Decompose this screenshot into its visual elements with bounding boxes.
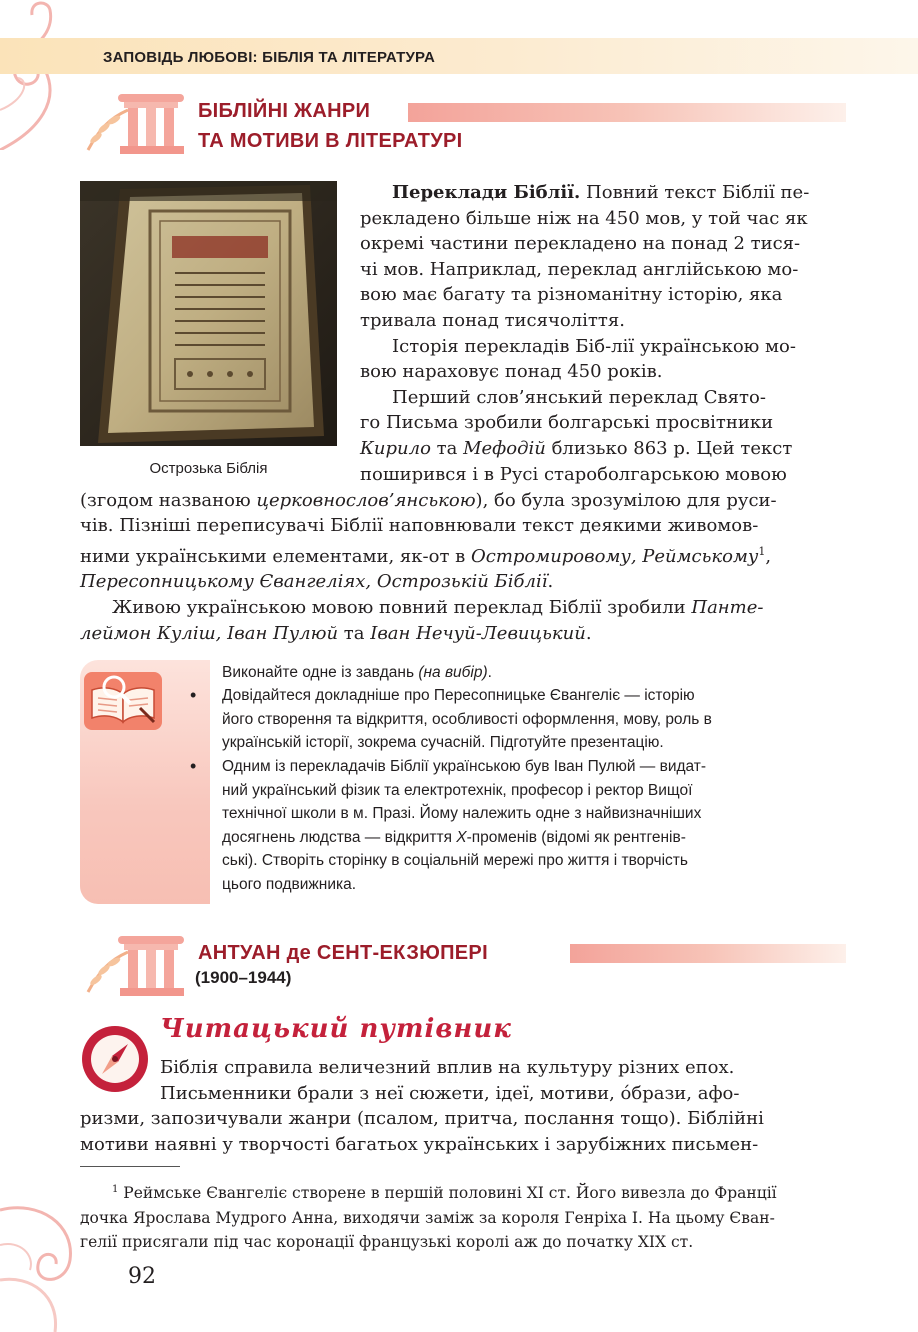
column-laurel-icon [80,88,192,158]
section-title-line1: БІБЛІЙНІ ЖАНРИ [198,100,371,122]
ostroh-bible-photo [80,181,337,446]
task-item-2: Одним із перекладачів Біблії українською був Іван Пулюй — видат- ний український фізик та електротехнік, професор і ректор Вищої технічної школи в м. Празі. Йому належить одне з найвизначніших досягнень людства — відкриття X-променів (відомі як рентгенів- ські). Створіть сторінку в соціальній мережі про життя і творчість цього подвижника. [222,758,707,893]
paragraph-heading: Переклади Біблії. [392,182,581,203]
running-header-title: ЗАПОВІДЬ ЛЮБОВІ: БІБЛІЯ ТА ЛІТЕРАТУРА [103,49,435,66]
guide-lines-short: Біблія справила величезний вплив на культуру різних епох. Письменники брали з неї сюжети, ідеї, мотиви, о́брази, афо- [160,1057,740,1104]
reading-guide-title: Читацький путівник [160,1014,512,1044]
task-item-1: Довідайтеся докладніше про Пересопницьке Євангеліє — історію його створення та відкриття, особливості оформлення, мову, роль в українській історії, зокрема сучасній. Підготуйте презентацію. [222,687,712,751]
ornament-swirl-top [0,0,90,150]
guide-lines-full: ризми, запозичували жанри (псалом, притча, послання тощо). Біблійні мотиви наявні у творчості багатьох українських і зарубіжних письмен- [80,1108,764,1155]
paragraph-translations: Переклади Біблії. Повний текст Біблії пе- рекладено більше ніж на 450 мов, у той час як окремі частини перекладено на понад 2 тися- чі мов. Наприклад, переклад англійською мо- вою має багату та різноманітну історію, яка тривала понад тисячоліття. Історія перекладів Біб-лії українською мо- вою нараховує понад 450 років. Перший слов’янський переклад Свято- го Письма зробили болгарські просвітники Кирило та Мефодій близько 863 р. Цей текст поширився і в Русі староболгарською мовою [360,182,810,485]
column-laurel-icon [80,930,192,1000]
title-decor-bar [570,944,846,963]
title-decor-bar [408,103,846,122]
bullet-marker: • [190,756,197,776]
page-number: 92 [128,1264,156,1289]
photo-caption: Острозька Біблія [149,460,268,477]
compass-icon [80,1024,150,1094]
book-magnifier-icon [84,672,162,730]
footnote-ref: 1 [758,544,766,558]
footnote-separator [80,1166,180,1167]
author-name: АНТУАН де СЕНТ-ЕКЗЮПЕРІ [198,942,488,964]
paragraph-slavic-translation: (згодом названою церковнослов’янською), бо була зрозумілою для руси- чів. Пізніші переписувачі Біблії наповнювали текст деякими живомов- ними українськими елементами, як-от в Остромировому, Реймському$^1$, Пересопницькому Євангеліях, Острозькій Біблії. Живою українською мовою повний переклад Біблії зробили Панте- леймон Куліш, Іван Пулюй та Іван Нечуй-Левицький. [80,489,777,644]
task-intro: Виконайте одне із завдань (на вибір). [222,664,492,681]
bullet-marker: • [190,685,197,705]
section-title-line2: ТА МОТИВИ В ЛІТЕРАТУРІ [198,130,463,152]
footnote: $^1$ Реймське Євангеліє створене в першій половині XI ст. Його вивезла до Франції дочка Ярослава Мудрого Анна, виходячи заміж за короля Генріха І. На цьому Єван- гелії присягали під час коронації французькі королі аж до початку XIX ст. [80,1184,777,1252]
author-years: (1900–1944) [195,968,292,987]
